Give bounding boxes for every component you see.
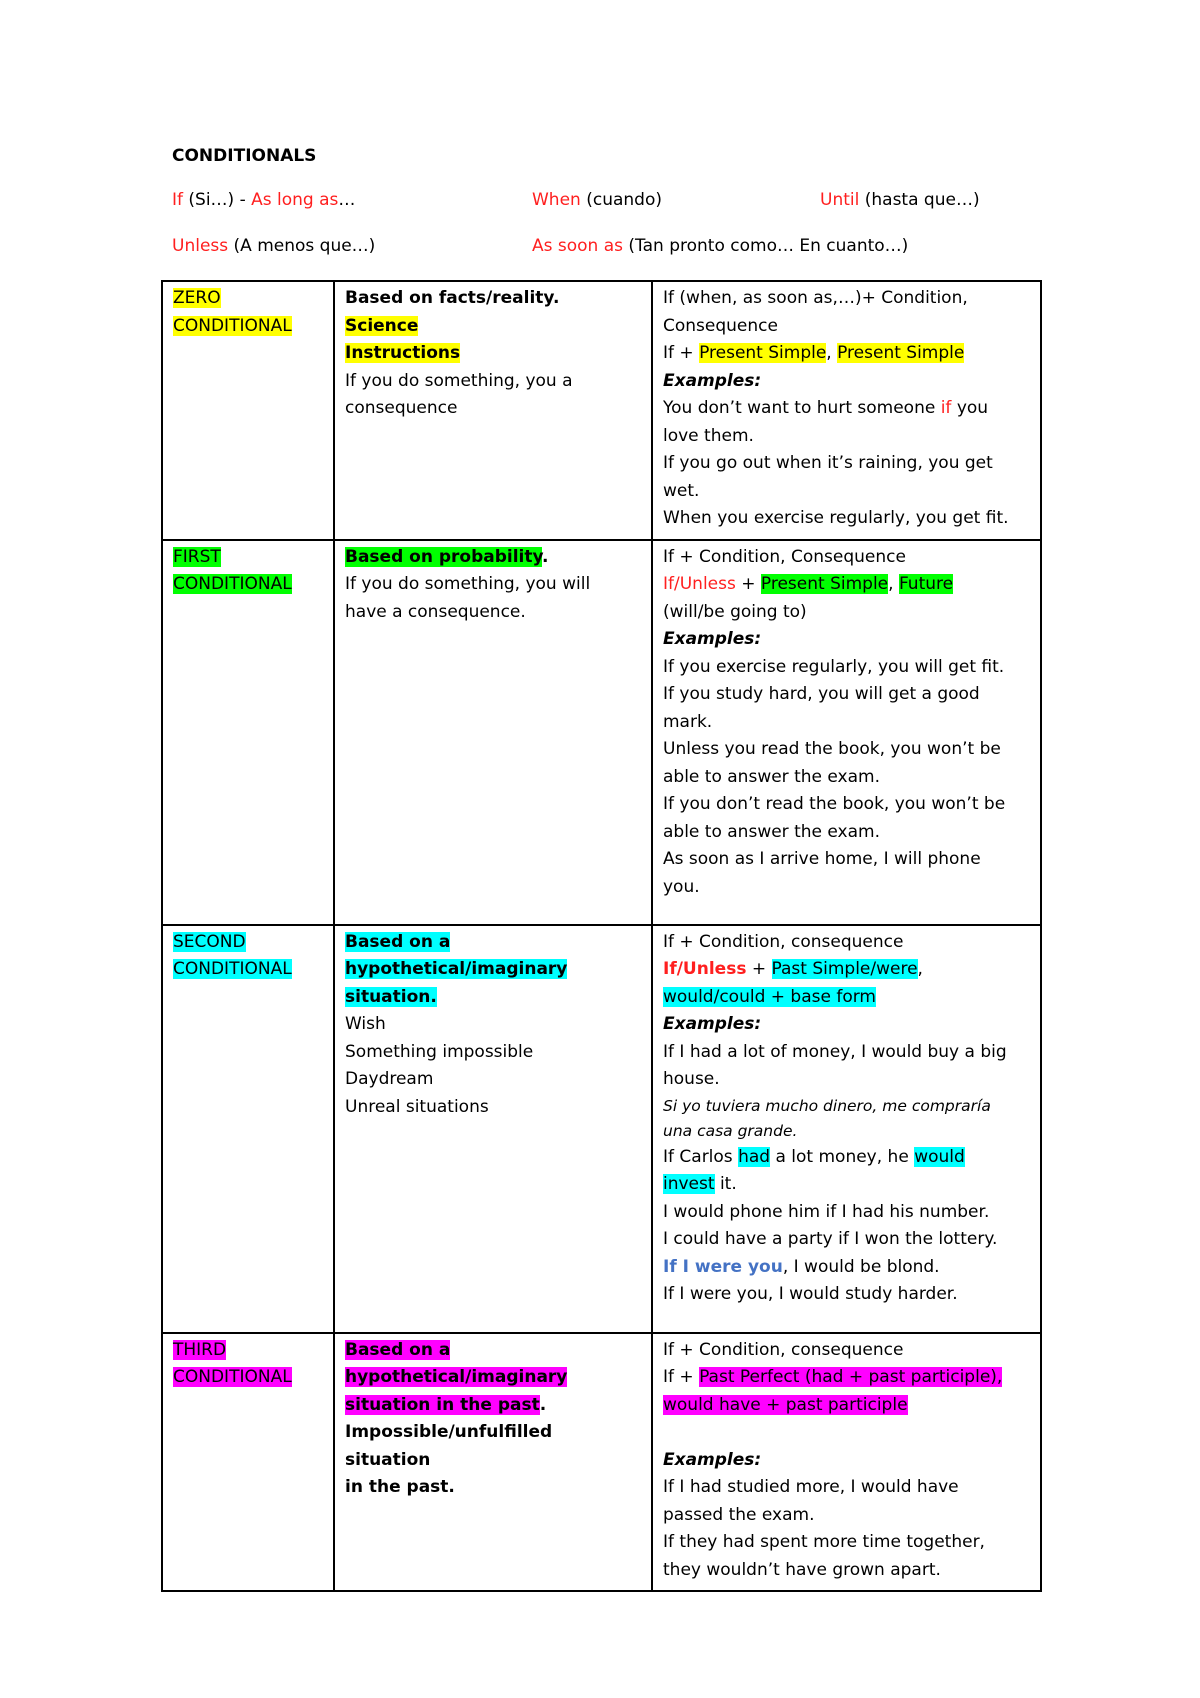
structure-formula [663,340,1030,368]
structure-formula [663,956,1030,984]
description-line: Based on a [345,931,451,952]
structure-line: If + Condition, consequence [663,931,904,952]
conditional-name: FIRST [173,546,221,567]
description-line: consequence [345,398,458,418]
connector-word: As long as [251,190,339,210]
formula-part: Present Simple [837,343,965,363]
description-line: Based on a [345,1339,451,1360]
formula-part: If + [663,343,700,363]
example-line: able to answer the exam. [663,766,880,787]
example-line: house. [663,1069,720,1089]
structure-line: (will/be going to) [663,601,807,622]
formula-part: + [735,574,761,594]
connector-gloss: (Tan pronto como… En cuanto…) [623,236,909,256]
example-translation: Si yo tuviera mucho dinero, me compraría [663,1096,991,1115]
connector-word: When [532,190,581,210]
connector-gloss: (cuando) [580,190,663,210]
example-line: Unless you read the book, you won’t be [663,739,1001,759]
conditional-name: ZERO [173,288,221,308]
example-part: had [738,1146,771,1167]
structure-line: Consequence [663,315,778,336]
description-line: Something impossible [345,1041,534,1062]
description-cell [334,540,652,925]
example-part: invest [663,1174,715,1194]
formula-part: If/Unless [663,959,747,979]
connector-gloss: … [338,190,356,210]
conditional-name-cell [162,925,334,1333]
formula-part: , [826,343,838,363]
conditional-name: SECOND [173,931,246,952]
example-line [663,1254,1030,1282]
description-line: hypothetical/imaginary [345,1367,568,1387]
conditional-name-cell [162,281,334,540]
example-line: wet. [663,480,700,501]
example-line: love them. [663,425,754,446]
example-line: passed the exam. [663,1504,815,1525]
connector-if-as-long-as [172,190,355,210]
example-part: You don’t want to hurt someone [663,398,941,418]
examples-label: Examples: [663,370,762,391]
conditional-name: CONDITIONAL [173,1367,292,1387]
connector-gloss: (A menos que…) [228,236,376,256]
table-row-third-conditional [162,1333,1041,1592]
table-row-second-conditional [162,925,1041,1333]
conditional-name-cell [162,540,334,925]
structure-examples-cell [652,1333,1041,1592]
page-title: CONDITIONALS [172,146,317,166]
description-line: Unreal situations [345,1096,489,1117]
description-line: hypothetical/imaginary [345,959,568,979]
example-line: If I were you, I would study harder. [663,1284,958,1304]
formula-part: , [917,959,923,979]
conditional-name: CONDITIONAL [173,574,292,594]
connector-as-soon-as [532,236,908,256]
structure-line: would/could + base form [663,986,876,1007]
table-row-first-conditional [162,540,1041,925]
examples-label: Examples: [663,1449,762,1470]
description-line: situation. [345,986,437,1007]
formula-part: Past Perfect (had + past participle), [699,1367,1003,1387]
conditional-name: CONDITIONAL [173,315,292,336]
conditionals-table [161,280,1042,1592]
table-row-zero-conditional [162,281,1041,540]
example-part: it. [714,1174,737,1194]
description-line: . [542,546,549,567]
description-line: Based on probability [345,546,543,567]
example-translation: una casa grande. [663,1121,798,1140]
example-line: If you don’t read the book, you won’t be [663,794,1006,814]
connector-when [532,190,662,210]
description-line: in the past. [345,1477,455,1497]
description-line: Impossible/unfulfilled situation [345,1422,553,1470]
connector-gloss: (hasta que…) [859,190,980,210]
structure-line: If (when, as soon as,…)+ Condition, [663,288,968,308]
example-line: they wouldn’t have grown apart. [663,1559,941,1580]
example-line: If you study hard, you will get a good [663,684,980,704]
example-line: I could have a party if I won the lottery. [663,1229,998,1249]
structure-examples-cell [652,540,1041,925]
structure-line: If + Condition, consequence [663,1339,904,1360]
example-line: When you exercise regularly, you get fit. [663,508,1009,528]
formula-part: Present Simple [760,574,889,594]
structure-formula [663,571,1030,599]
structure-examples-cell [652,925,1041,1333]
description-line: If you do something, you will [345,574,591,594]
description-line: situation in the past [345,1394,540,1415]
structure-line: If + Condition, Consequence [663,546,906,567]
description-line: . [539,1394,547,1415]
conditional-name: CONDITIONAL [173,959,292,979]
example-line [663,1144,1030,1172]
example-line: If you exercise regularly, you will get fit. [663,656,1005,677]
structure-line: would have + past participle [663,1394,908,1415]
example-line: I would phone him if I had his number. [663,1201,990,1222]
description-line: Instructions [345,343,461,363]
formula-part: , [888,574,899,594]
description-line: Based on facts/reality. [345,288,560,308]
example-part: you [951,398,989,418]
description-line: If you do something, you a [345,370,573,391]
examples-label: Examples: [663,629,762,649]
description-line: Daydream [345,1069,434,1089]
blank-line [663,1419,1030,1447]
formula-part: If/Unless [663,574,736,594]
example-line: If I had a lot of money, I would buy a big [663,1041,1007,1062]
connector-unless [172,236,375,256]
example-part: , I would be blond. [782,1256,940,1277]
example-line: mark. [663,711,713,732]
example-line: you. [663,876,700,897]
example-line [663,395,1030,423]
example-part: If I were you [663,1256,783,1277]
description-cell [334,281,652,540]
formula-part: If + [663,1367,700,1387]
example-part: if [940,398,952,418]
conditional-name-cell [162,1333,334,1592]
examples-label: Examples: [663,1014,762,1034]
description-cell [334,1333,652,1592]
example-part: If Carlos [663,1146,739,1167]
connector-word: Unless [172,236,229,256]
formula-part: Present Simple [699,343,827,363]
connector-word: Until [820,190,860,210]
example-part: a lot money, he [770,1146,915,1167]
connector-gloss: (Si…) - [183,190,252,210]
connector-word: As soon as [532,236,624,256]
structure-formula [663,1364,1030,1392]
description-cell [334,925,652,1333]
example-line: If they had spent more time together, [663,1532,985,1552]
example-part: would [914,1146,965,1167]
formula-part: Past Simple/were [771,959,918,979]
example-line: As soon as I arrive home, I will phone [663,849,981,869]
conditional-name: THIRD [173,1339,227,1360]
example-line: If I had studied more, I would have [663,1477,959,1497]
description-line: Science [345,315,419,336]
example-line: able to answer the exam. [663,821,880,842]
example-line [663,1171,1030,1199]
structure-examples-cell [652,281,1041,540]
description-line: Wish [345,1014,386,1034]
description-line: have a consequence. [345,601,526,622]
example-line: If you go out when it’s raining, you get [663,453,993,473]
formula-part: + [746,959,772,979]
connector-word: If [172,190,183,210]
connector-until [820,190,980,210]
formula-part: Future [898,574,954,594]
